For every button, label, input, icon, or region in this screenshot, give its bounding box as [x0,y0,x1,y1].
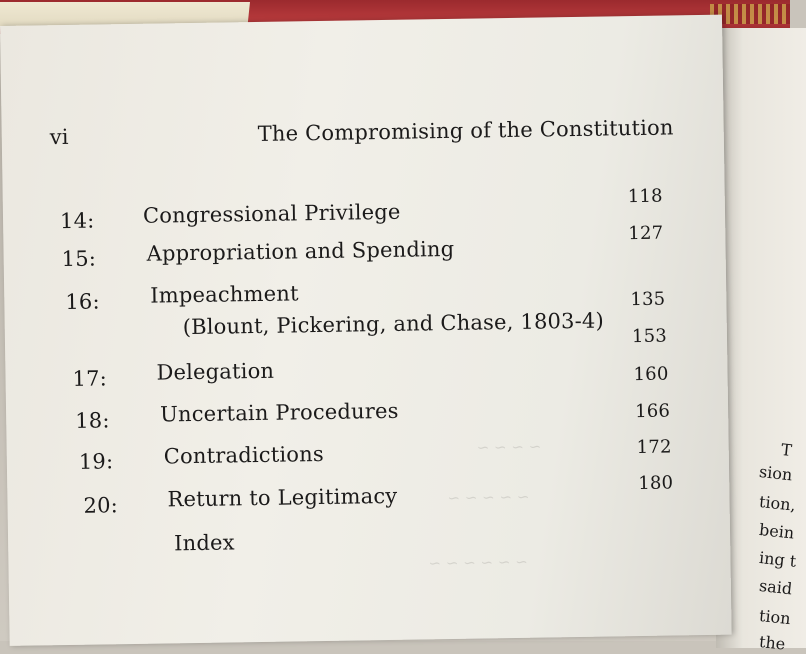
chapter-number: 20: [83,493,119,518]
chapter-subtitle: (Blount, Pickering, and Chase, 1803-4) [182,308,605,340]
toc-page-number: 180 [638,472,674,495]
facing-page-text: the [758,632,787,654]
toc-page-number: 166 [634,400,671,423]
show-through-marks: ~ ~ ~ ~ [476,437,542,457]
toc-page-number: 160 [633,363,669,386]
chapter-number: 17: [72,366,108,391]
chapter-title: Contradictions [163,441,325,469]
chapter-title: Appropriation and Spending [146,236,455,266]
page-number-roman: vi [49,124,69,150]
chapter-number: 19: [78,449,114,474]
toc-page-number: 153 [631,325,668,348]
chapter-title: Congressional Privilege [142,199,401,228]
facing-page-text: said [758,576,794,599]
facing-page-text: sion [758,462,794,485]
book-page [0,15,732,646]
chapter-title: Uncertain Procedures [159,398,399,427]
toc-page-number: 172 [636,436,672,459]
chapter-title: Impeachment [150,281,299,308]
chapter-number: 18: [75,408,110,433]
chapter-title: Delegation [156,358,275,385]
show-through-marks: ~ ~ ~ ~ ~ ~ [428,552,528,573]
toc-page-number: 127 [628,222,664,245]
chapter-number: 15: [61,246,97,272]
toc-page-number: 118 [627,185,663,208]
facing-page-text: ing t [758,548,798,571]
chapter-title: Return to Legitimacy [167,483,398,512]
facing-page-text: bein [758,520,796,543]
facing-page-text: T [780,440,793,461]
running-head-title: The Compromising of the Constitution [257,115,674,146]
facing-page-text: tion, [758,492,797,515]
show-through-marks: ~ ~ ~ ~ ~ [447,487,530,508]
index-title: Index [173,530,235,556]
facing-page-text: tion [758,606,792,629]
chapter-number: 14: [59,208,95,234]
chapter-number: 16: [65,289,100,315]
toc-page-number: 135 [630,288,666,311]
